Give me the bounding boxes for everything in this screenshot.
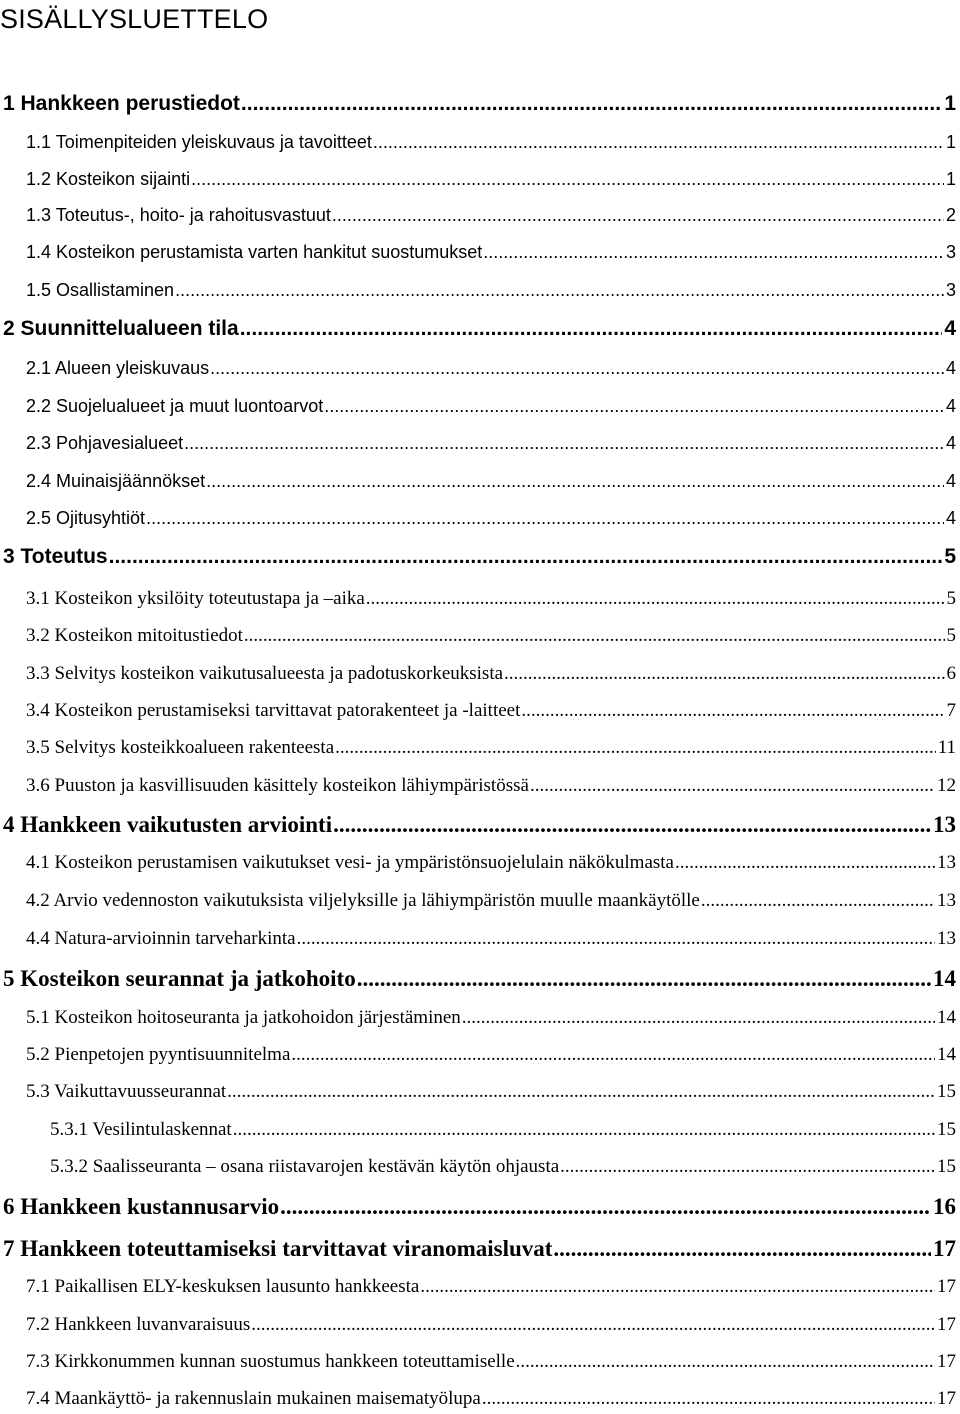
toc-entry-title: 1.3 Toteutus-, hoito- ja rahoitusvastuut xyxy=(26,205,331,225)
toc-page-number: 17 xyxy=(933,1236,956,1261)
dot-leader xyxy=(357,962,931,996)
toc-entry-title: 5.3.1 Vesilintulaskennat xyxy=(50,1119,232,1140)
toc-entry-title: 2.2 Suojelualueet ja muut luontoarvot xyxy=(26,396,324,416)
dot-leader xyxy=(482,1384,935,1414)
toc-entry-title: 5 Kosteikon seurannat ja jatkohoito xyxy=(3,966,356,991)
page-title: SISÄLLYSLUETTELO xyxy=(0,4,269,34)
dot-leader xyxy=(420,1272,935,1302)
toc-entry-title: 1.5 Osallistaminen xyxy=(26,280,175,300)
toc-entry-section[interactable] xyxy=(26,771,956,801)
toc-entry-title: 1.2 Kosteikon sijainti xyxy=(26,169,191,189)
toc-page-number: 17 xyxy=(937,1351,956,1372)
dot-leader xyxy=(291,1040,935,1070)
toc-entry-title: 2.5 Ojitusyhtiöt xyxy=(26,508,146,528)
dot-leader xyxy=(701,886,935,916)
toc-page-number: 5 xyxy=(944,545,956,568)
toc-page-number: 13 xyxy=(937,852,956,873)
dot-leader xyxy=(675,848,935,878)
dot-leader xyxy=(227,1077,935,1107)
toc-entry-chapter-6[interactable] xyxy=(3,1190,956,1224)
dot-leader xyxy=(366,584,945,614)
dot-leader xyxy=(521,696,944,726)
toc-page-number: 3 xyxy=(945,280,956,300)
toc-entry-section[interactable] xyxy=(26,1003,956,1033)
toc-entry-section[interactable] xyxy=(26,428,956,458)
toc-page-number: 1 xyxy=(945,169,956,189)
toc-page-number: 4 xyxy=(945,433,956,453)
toc-entry-chapter-4[interactable] xyxy=(3,808,956,842)
toc-entry-chapter-1[interactable] xyxy=(3,87,956,121)
toc-entry-title: 5.1 Kosteikon hoitoseuranta ja jatkohoidon järjestäminen xyxy=(26,1007,461,1028)
toc-page-number: 13 xyxy=(937,928,956,949)
toc-entry-title: 2 Suunnittelualueen tila xyxy=(3,317,239,340)
toc-page-number: 14 xyxy=(937,1044,956,1065)
dot-leader xyxy=(333,808,931,842)
toc-entry-section[interactable] xyxy=(26,503,956,533)
toc-page-number: 17 xyxy=(937,1314,956,1335)
toc-page-number: 2 xyxy=(945,205,956,225)
dot-leader xyxy=(280,1190,931,1224)
toc-page-number: 14 xyxy=(937,1007,956,1028)
dot-leader xyxy=(206,466,944,496)
toc-entry-title: 7 Hankkeen toteuttamiseksi tarvittavat viranomaisluvat xyxy=(3,1236,553,1261)
toc-page-number: 7 xyxy=(946,700,956,721)
dot-leader xyxy=(210,353,944,383)
toc-entry-section[interactable] xyxy=(26,1077,956,1107)
dot-leader xyxy=(462,1003,935,1033)
dot-leader xyxy=(516,1347,935,1377)
toc-page-number: 14 xyxy=(933,966,956,991)
dot-leader xyxy=(240,312,943,346)
toc-entry-title: 5.2 Pienpetojen pyyntisuunnitelma xyxy=(26,1044,291,1065)
dot-leader xyxy=(241,87,942,121)
toc-page-number: 4 xyxy=(945,396,956,416)
dot-leader xyxy=(184,428,944,458)
toc-entry-title: 3.4 Kosteikon perustamiseksi tarvittavat patorakenteet ja -laitteet xyxy=(26,700,521,721)
toc-entry-section[interactable] xyxy=(26,1347,956,1377)
toc-page-number: 15 xyxy=(937,1119,956,1140)
toc-entry-section[interactable] xyxy=(26,1310,956,1340)
toc-entry-title: 7.2 Hankkeen luvanvaraisuus xyxy=(26,1314,251,1335)
toc-entry-section[interactable] xyxy=(26,924,956,954)
toc-page-number: 5 xyxy=(946,625,956,646)
toc-entry-section[interactable] xyxy=(26,275,956,305)
dot-leader xyxy=(109,540,943,574)
toc-entry-chapter-5[interactable] xyxy=(3,962,956,996)
toc-page-number: 4 xyxy=(945,358,956,378)
toc-entry-title: 2.4 Muinaisjäännökset xyxy=(26,471,206,491)
toc-entry-subsection[interactable] xyxy=(50,1115,956,1145)
toc-entry-title: 3.3 Selvitys kosteikon vaikutusalueesta ja padotuskorkeuksista xyxy=(26,663,504,684)
dot-leader xyxy=(504,659,944,689)
toc-entry-section[interactable] xyxy=(26,466,956,496)
toc-entry-title: 4.1 Kosteikon perustamisen vaikutukset vesi- ja ympäristönsuojelulain näkökulmasta xyxy=(26,852,674,873)
toc-entry-section[interactable] xyxy=(26,584,956,614)
toc-entry-title: 3.2 Kosteikon mitoitustiedot xyxy=(26,625,243,646)
toc-entry-section[interactable] xyxy=(26,1272,956,1302)
dot-leader xyxy=(335,733,936,763)
toc-entry-title: 4.4 Natura-arvioinnin tarveharkinta xyxy=(26,928,296,949)
dot-leader xyxy=(483,237,944,267)
toc-entry-title: 1.4 Kosteikon perustamista varten hankitut suostumukset xyxy=(26,242,483,262)
toc-page-number: 16 xyxy=(933,1194,956,1219)
toc-entry-section[interactable] xyxy=(26,696,956,726)
toc-page-number: 17 xyxy=(937,1276,956,1297)
toc-page-number: 4 xyxy=(945,471,956,491)
dot-leader xyxy=(332,200,944,230)
toc-page-number: 15 xyxy=(937,1081,956,1102)
toc-entry-title: 3.6 Puuston ja kasvillisuuden käsittely kosteikon lähiympäristössä xyxy=(26,775,529,796)
toc-entry-section[interactable] xyxy=(26,200,956,230)
toc-entry-title: 7.1 Paikallisen ELY-keskuksen lausunto hankkeesta xyxy=(26,1276,420,1297)
toc-entry-title: 3.1 Kosteikon yksilöity toteutustapa ja –aika xyxy=(26,588,365,609)
dot-leader xyxy=(553,1232,931,1266)
toc-entry-title: 6 Hankkeen kustannusarvio xyxy=(3,1194,280,1219)
dot-leader xyxy=(244,621,945,651)
toc-entry-section[interactable] xyxy=(26,1384,956,1414)
toc-entry-section[interactable] xyxy=(26,621,956,651)
toc-page-number: 13 xyxy=(933,812,956,837)
toc-page-number: 3 xyxy=(945,242,956,262)
toc-entry-title: 7.4 Maankäyttö- ja rakennuslain mukainen maisematyölupa xyxy=(26,1388,481,1409)
toc-entry-section[interactable] xyxy=(26,164,956,194)
toc-entry-title: 3.5 Selvitys kosteikkoalueen rakenteesta xyxy=(26,737,335,758)
dot-leader xyxy=(175,275,944,305)
toc-entry-title: 2.3 Pohjavesialueet xyxy=(26,433,184,453)
toc-page-number: 5 xyxy=(946,588,956,609)
toc-entry-section[interactable] xyxy=(26,353,956,383)
toc-entry-section[interactable] xyxy=(26,237,956,267)
toc-page-number: 17 xyxy=(937,1388,956,1409)
dot-leader xyxy=(233,1115,935,1145)
toc-entry-section[interactable] xyxy=(26,848,956,878)
toc-entry-section[interactable] xyxy=(26,659,956,689)
toc-page-number: 12 xyxy=(937,775,956,796)
toc-entry-title: 1.1 Toimenpiteiden yleiskuvaus ja tavoitteet xyxy=(26,132,372,152)
dot-leader xyxy=(324,391,944,421)
dot-leader xyxy=(146,503,944,533)
toc-entry-title: 3 Toteutus xyxy=(3,545,108,568)
toc-entry-title: 4.2 Arvio vedennoston vaikutuksista viljelyksille ja lähiympäristön muulle maankäytölle xyxy=(26,890,700,911)
toc-entry-title: 5.3.2 Saalisseuranta – osana riistavarojen kestävän käytön ohjausta xyxy=(50,1156,560,1177)
dot-leader xyxy=(560,1152,935,1182)
toc-page-number: 1 xyxy=(944,92,956,115)
toc-entry-title: 1 Hankkeen perustiedot xyxy=(3,92,240,115)
toc-entry-chapter-3[interactable] xyxy=(3,540,956,574)
dot-leader xyxy=(530,771,935,801)
toc-entry-section[interactable] xyxy=(26,1040,956,1070)
toc-entry-chapter-2[interactable] xyxy=(3,312,956,346)
toc-page-number: 4 xyxy=(944,317,956,340)
toc-page-number: 6 xyxy=(946,663,956,684)
toc-entry-section[interactable] xyxy=(26,886,956,916)
toc-entry-section[interactable] xyxy=(26,733,956,763)
dot-leader xyxy=(297,924,935,954)
dot-leader xyxy=(251,1310,935,1340)
toc-entry-subsection[interactable] xyxy=(50,1152,956,1182)
toc-page-number: 13 xyxy=(937,890,956,911)
toc-entry-section[interactable] xyxy=(26,127,956,157)
toc-page-number: 1 xyxy=(945,132,956,152)
toc-entry-section[interactable] xyxy=(26,391,956,421)
dot-leader xyxy=(373,127,944,157)
toc-page-number: 4 xyxy=(945,508,956,528)
toc-entry-chapter-7[interactable] xyxy=(3,1232,956,1266)
toc-page-number: 15 xyxy=(937,1156,956,1177)
toc-page-number: 11 xyxy=(937,737,956,758)
toc-entry-title: 7.3 Kirkkonummen kunnan suostumus hankkeen toteuttamiselle xyxy=(26,1351,515,1372)
toc-entry-title: 2.1 Alueen yleiskuvaus xyxy=(26,358,210,378)
toc-entry-title: 4 Hankkeen vaikutusten arviointi xyxy=(3,812,333,837)
dot-leader xyxy=(191,164,944,194)
toc-entry-title: 5.3 Vaikuttavuusseurannat xyxy=(26,1081,227,1102)
